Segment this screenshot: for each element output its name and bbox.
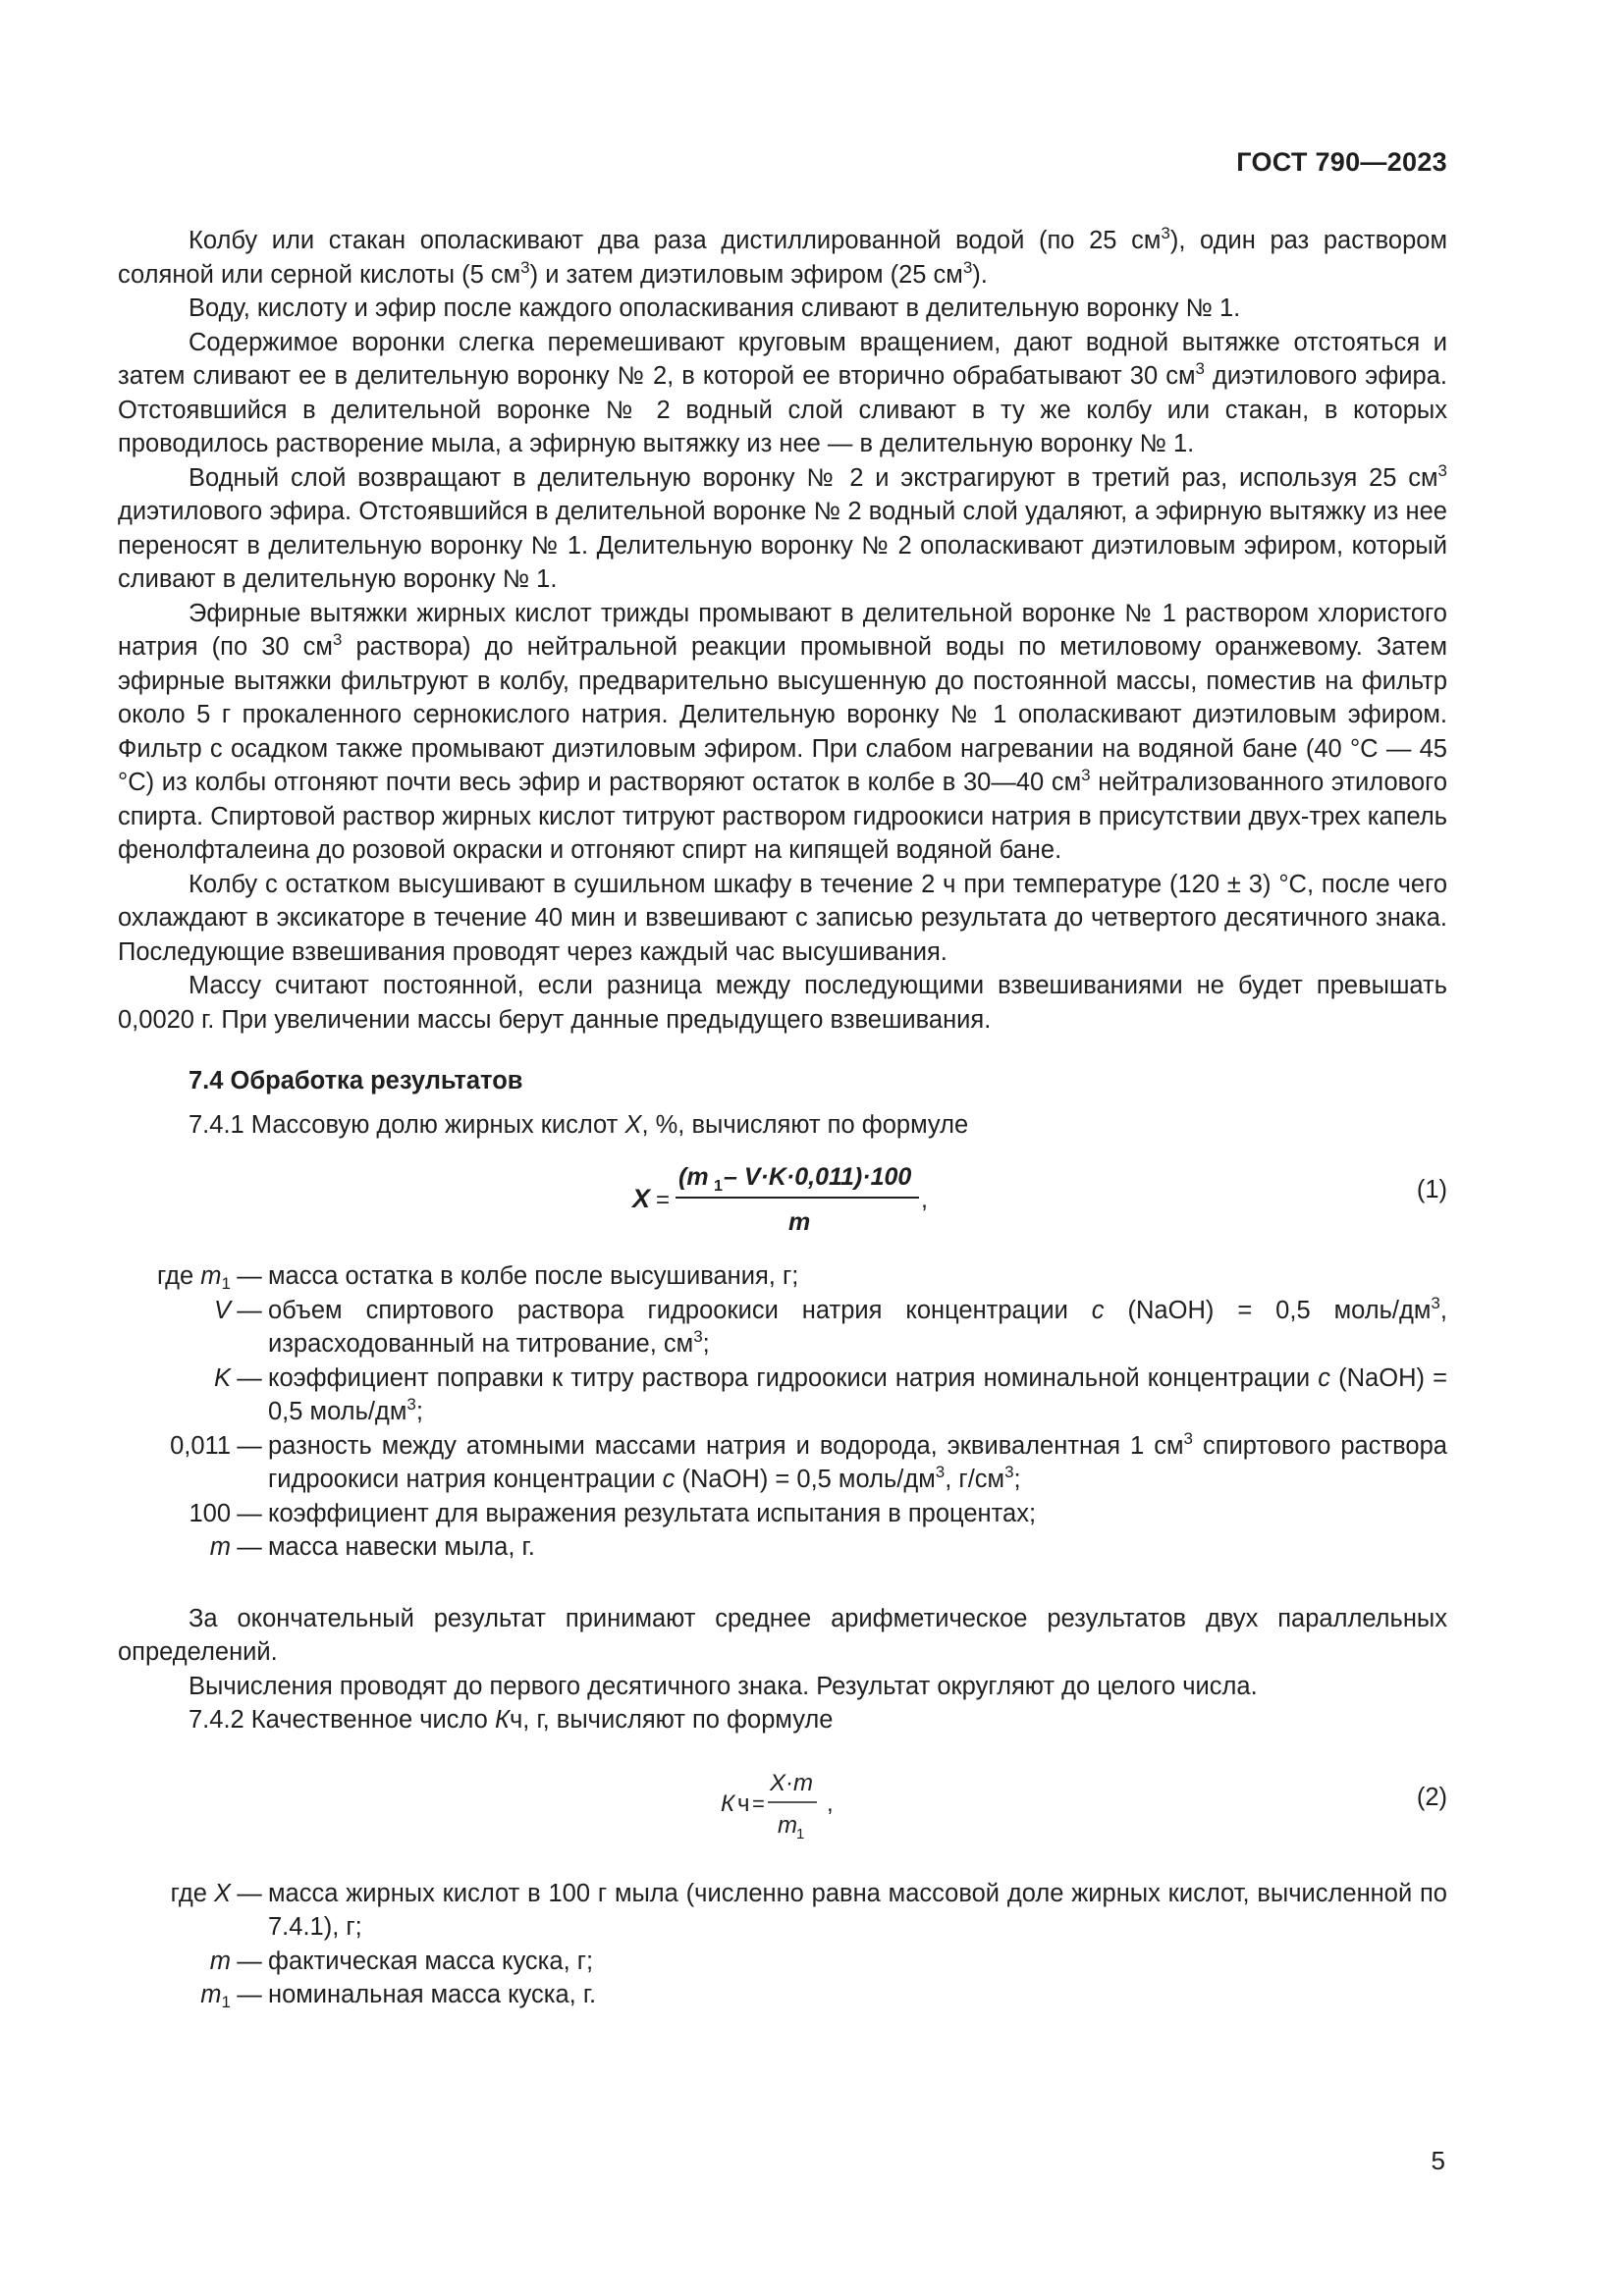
where-row: где X — масса жирных кислот в 100 г мыла (численно равна массовой доле жирных кислот, вычисленной по 7.4.1), г; [170, 1879, 1447, 1941]
where-row: V — объем спиртового раствора гидроокиси натрия концентрации c (NaOH) = 0,5 моль/$дм^3$, израсходованный на титрование, $см^3$; [213, 1293, 1447, 1358]
formula-1-numerator-open: (m [678, 1163, 709, 1191]
paragraph: Содержимое воронки слегка перемешивают круговым вращением, дают водной вытяжке отстояться и затем сливают ее в делительную воронку № 2, в которой ее вторично обрабатывают 30 $см^3$ диэтилового эфира. Отстоявшийся в делительной воронке № 2 водный слой сливают в ту же колбу или стакан, в которых проводилось растворение мыла, а эфирную вытяжку из нее — в делительную воронку № 1. [118, 328, 1447, 457]
formula-2-graphic [118, 1759, 1447, 1849]
page-number: 5 [1431, 2146, 1445, 2175]
paragraph: Колбу или стакан ополаскивают два раза дистиллированной водой (по 25 $см^3$), один раз раствором соляной или серной кислоты (5 $см^3$) и затем диэтиловым эфиром (25 $см^3$). [118, 224, 1448, 289]
formula-1-numerator-rest: – V·K·0,011)·100 [724, 1163, 912, 1191]
formula-1-comma: , [921, 1186, 928, 1213]
where-row: m — фактическая масса куска, г; [209, 1947, 594, 1975]
paragraph: Вычисления проводят до первого десятичного знака. Результат округляют до целого числа. [189, 1672, 1258, 1700]
clause-741: 7.4.1 Массовую долю жирных кислот X, %, вычисляют по формуле [189, 1110, 969, 1139]
formula-2-comma: , [827, 1789, 834, 1817]
formula-2-numerator: X·m [770, 1769, 813, 1796]
formula-1-denominator: m [788, 1208, 811, 1236]
where-list-1 [118, 1259, 1447, 1565]
paragraph: Эфирные вытяжки жирных кислот трижды промывают в делительной воронке № 1 раствором хлористого натрия (по 30 $см^3$ раствора) до нейтральной реакции промывной воды по метиловому оранжевому. Затем эфирные вытяжки фильтруют в колбу, предварительно высушенную до постоянной массы, поместив на фильтр около 5 г прокаленного сернокислого натрия. Делительную воронку № 1 ополаскивают диэтиловым эфиром. Фильтр с осадком также промывают диэтиловым эфиром. При слабом нагревании на водяной бане (40 °С — 45 °С) из колбы отгоняют почти весь эфир и растворяют остаток в колбе в 30—40 $см^3$ нейтрализованного этилового спирта. Спиртовой раствор жирных кислот титруют раствором гидроокиси натрия в присутствии двух-трех капель фенолфталеина до розовой окраски и отгоняют спирт на кипящей водяной бане. [118, 599, 1447, 864]
formula-1-numerator-sub: 1 [714, 1178, 723, 1195]
formula-1 [118, 1151, 1447, 1248]
paragraph: За окончательный результат принимают среднее арифметическое результатов двух параллельных определений. [118, 1604, 1447, 1666]
where-row: где $m_1$ — масса остатка в колбе после высушивания, г; [156, 1262, 799, 1293]
formula-2-denominator-sub: 1 [796, 1825, 805, 1842]
formula-2 [118, 1759, 1447, 1849]
formula-1-lhs: X [632, 1184, 651, 1213]
where-list-2 [118, 1877, 1447, 2012]
where-row: m — масса навески мыла, г. [209, 1533, 535, 1561]
where-row: 100 — коэффициент для выражения результата испытания в процентах; [189, 1499, 1037, 1527]
section-title: 7.4 Обработка результатов [189, 1067, 523, 1095]
paragraph: Воду, кислоту и эфир после каждого ополаскивания сливают в делительную воронку № 1. [189, 294, 1241, 322]
paragraph: Массу считают постоянной, если разница между последующими взвешиваниями не будет превышать 0,0020 г. При увеличении массы берут данные предыдущего взвешивания. [118, 972, 1447, 1034]
paragraph: Водный слой возвращают в делительную воронку № 2 и экстрагируют в третий раз, используя 25 $см^3$ диэтилового эфира. Отстоявшийся в делительной воронке № 2 водный слой удаляют, а эфирную вытяжку из нее переносят в делительную воронку № 1. Делительную воронку № 2 ополаскивают диэтиловым эфиром, который сливают в делительную воронку № 1. [118, 460, 1447, 593]
formula-2-denominator: m [778, 1811, 797, 1839]
formula-1-eq: = [656, 1187, 671, 1213]
formula-1-number: (1) [1416, 1176, 1447, 1203]
where-row: 0,011 — разность между атомными массами натрия и водорода, эквивалентная 1 $см^3$ спиртового раствора гидроокиси натрия концентрации c (NaOH) = 0,5 моль/$дм^3$, $г/см^3$; [170, 1428, 1447, 1493]
paragraph: Колбу с остатком высушивают в сушильном шкафу в течение 2 ч при температуре (120 ± 3) °С, после чего охлаждают в эксикаторе в течение 40 мин и взвешивают с записью результата до четвертого десятичного знака. Последующие взвешивания проводят через каждый час высушивания. [118, 870, 1447, 966]
formula-2-eq: = [752, 1790, 765, 1816]
formula-2-number: (2) [1416, 1783, 1447, 1811]
clause-742: 7.4.2 Качественное число Кч, г, вычисляют по формуле [189, 1706, 834, 1734]
document-header: ГОСТ 790—2023 [1236, 147, 1447, 177]
document-body [118, 224, 1447, 2012]
where-row: K — коэффициент поправки к титру раствора гидроокиси натрия номинальной концентрации c (NaOH) = 0,5 моль/$дм^3$; [213, 1363, 1447, 1425]
formula-1-graphic [118, 1151, 1447, 1248]
formula-2-lhs-tail: ч [737, 1789, 750, 1817]
formula-2-lhs-var: К [721, 1789, 735, 1817]
where-row: $m_1$ — номинальная масса куска, г. [200, 1981, 597, 2011]
